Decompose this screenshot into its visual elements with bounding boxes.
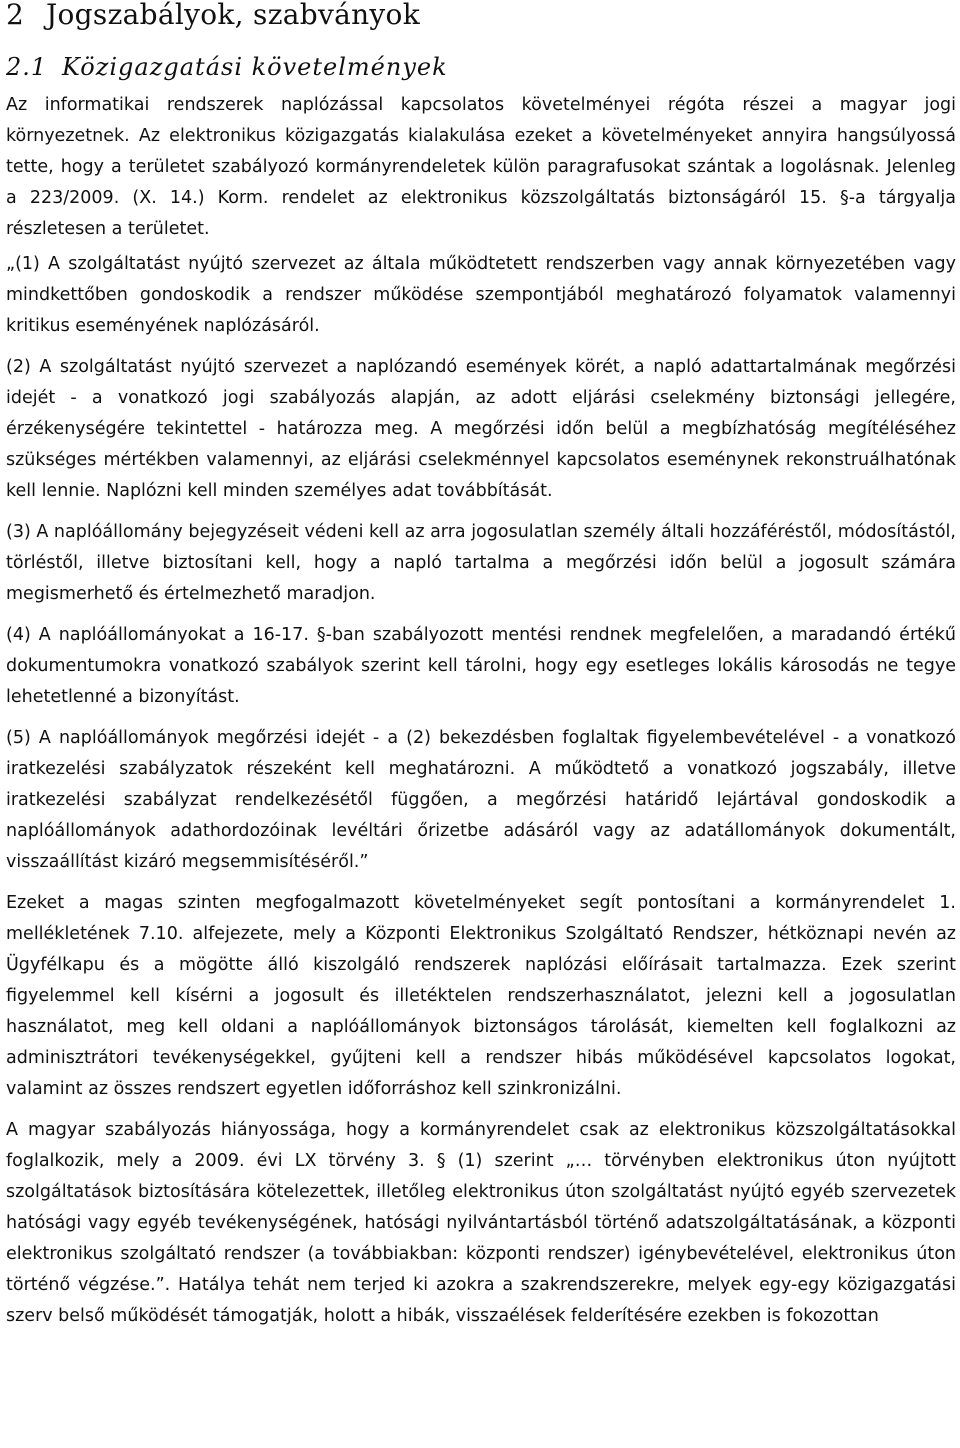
section-heading [6,51,956,84]
section-title: Közigazgatási követelmények [62,53,448,81]
chapter-title: Jogszabályok, szabványok [46,0,420,31]
body-paragraph-2: A magyar szabályozás hiányossága, hogy a kormányrendelet csak az elektronikus közszolgáltatásokkal foglalkozik, mely a 2009. évi LX törvény 3. § (1) szerint „… törvényben elektronikus úton nyújtott szolgáltatások biztosítására kötelezettek, illetőleg elektronikus úton szolgáltatást nyújtó egyéb szervezetek hatósági vagy egyéb tevékenységének, hatósági nyilvántartásból történő adatszolgáltatásának, a központi elektronikus szolgáltató rendszer (a továbbiakban: központi rendszer) igénybevételével, elektronikus úton történő végzése.”. Hatálya tehát nem terjed ki azokra a szakrendszerekre, melyek egy-egy közigazgatási szerv belső működését támogatják, holott a hibák, visszaélések felderítésére ezekben is fokozottan [6,1120,956,1326]
document-page [6,0,956,1332]
quote-paragraph-4: (4) A naplóállományokat a 16-17. §-ban szabályozott mentési rendnek megfelelően, a maradandó értékű dokumentumokra vonatkozó szabályok szerint kell tárolni, hogy egy esetleges lokális károsodás ne tegye lehetetlenné a bizonyítást. [6,625,956,707]
quote-paragraph-1: „(1) A szolgáltatást nyújtó szervezet az általa működtetett rendszerben vagy annak környezetében vagy mindkettőben gondoskodik a rendszer működése szempontjából meghatározó folyamatok valamennyi kritikus eseményének naplózásáról. [6,254,956,336]
intro-paragraph: Az informatikai rendszerek naplózással kapcsolatos követelményei régóta részei a magyar jogi környezetnek. Az elektronikus közigazgatás kialakulása ezeket a követelményeket annyira hangsúlyossá tette, hogy a területet szabályozó kormányrendeletek külön paragrafusokat szántak a logolásnak. Jelenleg a 223/2009. (X. 14.) Korm. rendelet az elektronikus közszolgáltatás biztonságáról 15. §-a tárgyalja részletesen a területet. [6,95,956,239]
chapter-heading [6,0,956,40]
body-paragraph-1: Ezeket a magas szinten megfogalmazott követelményeket segít pontosítani a kormányrendelet 1. mellékletének 7.10. alfejezete, mely a Központi Elektronikus Szolgáltató Rendszer, hétköznapi nevén az Ügyfélkapu és a mögötte álló kiszolgáló rendszerek naplózási előírásait tartalmazza. Ezek szerint figyelemmel kell kísérni a jogosult és illetéktelen rendszerhasználatot, jelezni kell a jogosulatlan használatot, meg kell oldani a naplóállományok biztonságos tárolását, kiemelten kell foglalkozni az adminisztrátori tevékenységekkel, gyűjteni kell a rendszer hibás működésével kapcsolatos logokat, valamint az összes rendszert egyetlen időforráshoz kell szinkronizálni. [6,893,956,1099]
section-number: 2.1 [6,53,48,81]
quote-paragraph-5: (5) A naplóállományok megőrzési idejét - a (2) bekezdésben foglaltak figyelembevételével - a vonatkozó iratkezelési szabályzatok részeként kell meghatározni. A működtető a vonatkozó jogszabály, illetve iratkezelési szabályzat rendelkezésétől függően, a megőrzési határidő lejártával gondoskodik a naplóállományok adathordozóinak levéltári őrizetbe adásáról vagy az adatállományok dokumentált, visszaállítást kizáró megsemmisítéséről.” [6,728,956,872]
quote-paragraph-3: (3) A naplóállomány bejegyzéseit védeni kell az arra jogosulatlan személy általi hozzáféréstől, módosítástól, törléstől, illetve biztosítani kell, hogy a napló tartalma a megőrzési időn belül a jogosult számára megismerhető és értelmezhető maradjon. [6,522,956,604]
chapter-number: 2 [6,0,25,31]
quote-paragraph-2: (2) A szolgáltatást nyújtó szervezet a naplózandó események körét, a napló adattartalmának megőrzési idejét - a vonatkozó jogi szabályozás alapján, az adott eljárási cselekmény biztonsági jellegére, érzékenységére tekintettel - határozza meg. A megőrzési időn belül a megbízhatóság megítéléséhez szükséges mértékben valamennyi, az eljárási cselekménnyel kapcsolatos eseménynek rekonstruálhatónak kell lennie. Naplózni kell minden személyes adat továbbítását. [6,357,956,501]
